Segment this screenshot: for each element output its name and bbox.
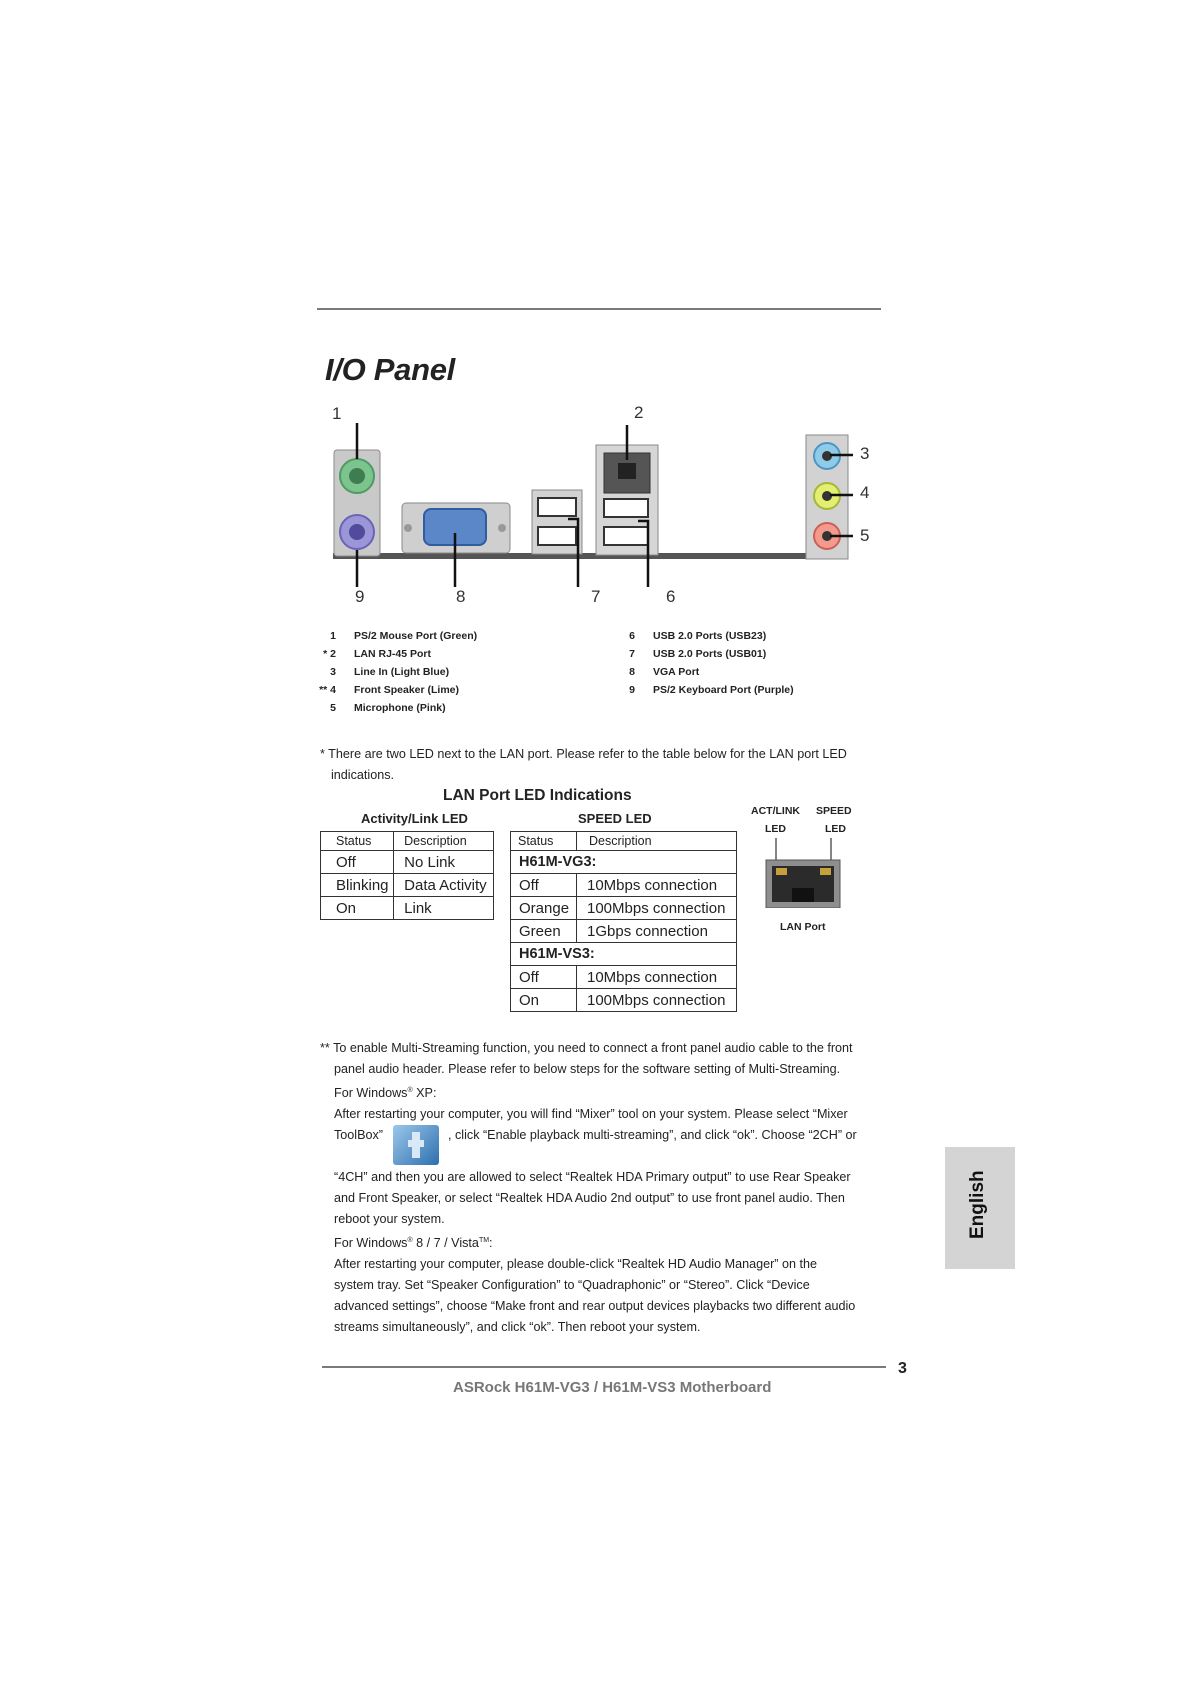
table-row: Blinking Data Activity — [321, 874, 494, 897]
page-title: I/O Panel — [325, 352, 455, 387]
legend-item: 9 PS/2 Keyboard Port (Purple) — [629, 684, 794, 696]
legend-item: 5 Microphone (Pink) — [330, 702, 446, 714]
mixer-toolbox-icon — [393, 1125, 439, 1165]
activity-led-caption: Activity/Link LED — [361, 811, 468, 826]
language-tab-label: English — [967, 1170, 988, 1239]
table-header-row: Status Description — [511, 832, 737, 851]
legend-item: ** 4 Front Speaker (Lime) — [319, 684, 460, 696]
callout-3: 3 — [860, 444, 870, 463]
speed-led-caption: SPEED LED — [578, 811, 652, 826]
table-header-row: Status Description — [321, 832, 494, 851]
callout-1: 1 — [332, 404, 342, 423]
table-row: Off 10Mbps connection — [511, 874, 737, 897]
legend-item: 1 PS/2 Mouse Port (Green) — [330, 630, 478, 642]
lan-port-label: LAN Port — [780, 921, 826, 933]
lan-led-note: * There are two LED next to the LAN port. Please refer to the table below for the LAN port LED indications. — [320, 747, 847, 782]
table-row: Off No Link — [321, 851, 494, 874]
callout-7: 7 — [591, 587, 601, 606]
callout-9: 9 — [355, 587, 365, 606]
speed-led-table — [510, 831, 737, 1012]
act-led-label: LED — [765, 823, 786, 835]
lan-port-diagram — [764, 838, 844, 908]
footer-title: ASRock H61M-VG3 / H61M-VS3 Motherboard — [453, 1379, 772, 1396]
ps2-ports — [334, 450, 380, 556]
legend-item: 8 VGA Port — [629, 666, 700, 678]
toolbox-line: ToolBox” , click “Enable playback multi-streaming”, and click “ok”. Choose “2CH” or — [320, 1125, 857, 1167]
multistream-instructions: ** To enable Multi-Streaming function, you need to connect a front panel audio cable to the front panel audio header. Please refer to below steps for the software setting of Multi-Streaming. For Windows® XP: After restarting your computer, you will find “Mixer” tool on your system. Please select “Mixer ToolBox” , click “Enable playback multi-streaming”, and click “ok”. Choose “2CH” or “4CH” and then you are allowed to select “Realtek HDA Primary output” to use Rear Speaker and Front Speaker, or select “Realtek HDA Audio 2nd output” to use front panel audio. Then reboot your system. For Windows® 8 / 7 / Vista™: After restarting your computer, please double-click “Realtek HD Audio Manager” on the system tray. Set “Speaker Configuration” to “Quadraphonic” or “Stereo”. Click “Device advanced settings”, choose “Make front and rear output devices playbacks two different audio streams simultaneously”, and click “ok”. Then reboot your system. — [320, 1041, 857, 1335]
table-row: Orange 100Mbps connection — [511, 897, 737, 920]
legend-item: * 2 LAN RJ-45 Port — [323, 648, 432, 660]
io-panel-illustration — [320, 395, 880, 615]
table-row: Off 10Mbps connection — [511, 966, 737, 989]
callout-6: 6 — [666, 587, 676, 606]
audio-jacks — [806, 435, 848, 559]
activity-led-table — [320, 831, 494, 920]
act-link-label: ACT/LINK — [751, 805, 800, 817]
top-rule — [317, 308, 881, 310]
table-row: On 100Mbps connection — [511, 989, 737, 1012]
model-row-vg3: H61M-VG3: — [511, 851, 737, 874]
speed-label: SPEED — [816, 805, 852, 817]
windows-xp-heading: For Windows® XP: — [334, 1086, 437, 1101]
table-row: Green 1Gbps connection — [511, 920, 737, 943]
speed-led-label: LED — [825, 823, 846, 835]
legend-item: 7 USB 2.0 Ports (USB01) — [629, 648, 767, 660]
table-row: On Link — [321, 897, 494, 920]
callout-4: 4 — [860, 483, 870, 502]
legend-item: 3 Line In (Light Blue) — [330, 666, 450, 678]
legend-item: 6 USB 2.0 Ports (USB23) — [629, 630, 767, 642]
callout-5: 5 — [860, 526, 870, 545]
footer-rule — [322, 1366, 886, 1368]
led-section-title: LAN Port LED Indications — [443, 787, 632, 804]
page-number: 3 — [898, 1360, 907, 1377]
language-tab — [945, 1147, 1015, 1269]
windows-8-heading: For Windows® 8 / 7 / Vista™: — [334, 1236, 493, 1251]
usb01-ports — [532, 490, 582, 554]
callout-8: 8 — [456, 587, 466, 606]
port-legend-left — [310, 627, 477, 717]
port-legend-right — [609, 627, 794, 699]
model-row-vs3: H61M-VS3: — [511, 943, 737, 966]
callout-2: 2 — [634, 403, 644, 422]
